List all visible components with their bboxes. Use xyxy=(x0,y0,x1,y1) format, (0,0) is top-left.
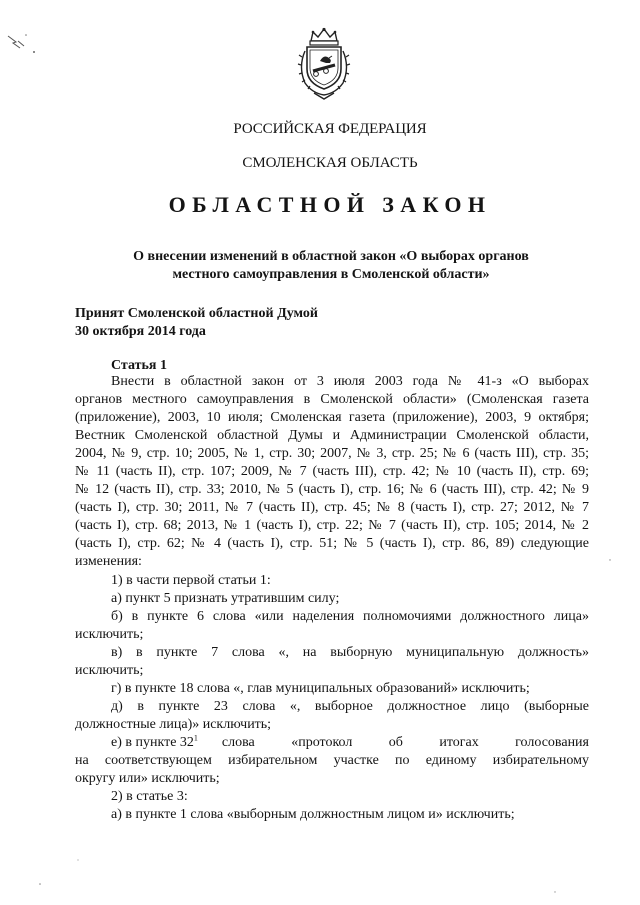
list-item: 1) в части первой статьи 1: xyxy=(111,572,271,588)
list-item xyxy=(75,734,589,752)
article-line: № 12 (часть II), стр. 33; 2010, № 5 (часть I), стр. 16; № 6 (часть III), стр. 42; № 9 xyxy=(75,482,589,498)
article-line: на соответствующем избирательном участке по единому избирательному xyxy=(75,752,589,768)
list-item-text: е) в пункте 32 xyxy=(111,734,194,750)
list-item: в) в пункте 7 слова «, на выборную муниципальную должность» xyxy=(111,644,589,660)
list-item: 2) в статье 3: xyxy=(111,789,188,805)
adoption-note xyxy=(75,305,318,341)
list-item: а) пункт 5 признать утратившим силу; xyxy=(111,590,340,606)
article-line: (часть I), стр. 30; 2011, № 7 (часть II), стр. 45; № 8 (часть I), стр. 27; 2012, № 7 xyxy=(75,500,589,516)
list-item-rest: слова «протокол об итогах голосования xyxy=(221,734,589,750)
document-type-title: ОБЛАСТНОЙ ЗАКОН xyxy=(168,192,492,217)
article-line: Вестник Смоленской областной Думы и Администрации Смоленской области, xyxy=(75,428,589,444)
article-line: (часть I), стр. 68; 2013, № 1 (часть I), стр. 22; № 7 (часть II), стр. 105; 2014, № 2 xyxy=(75,518,589,534)
federation-heading: РОССИЙСКАЯ ФЕДЕРАЦИЯ xyxy=(233,121,427,137)
adoption-body: Принят Смоленской областной Думой xyxy=(75,306,318,321)
list-item: г) в пункте 18 слова «, глав муниципальных образований» исключить; xyxy=(111,680,530,696)
article-line: исключить; xyxy=(75,626,144,642)
list-item-start xyxy=(111,734,198,752)
law-subject-line: О внесении изменений в областной закон «О выборах органов xyxy=(133,249,529,264)
list-item: а) в пункте 1 слова «выборным должностным лицом и» исключить; xyxy=(111,807,515,823)
adoption-date: 30 октября 2014 года xyxy=(75,324,206,339)
article-line: 2004, № 9, стр. 10; 2005, № 1, стр. 30; 2007, № 3, стр. 25; № 6 (часть III), стр. 35; xyxy=(75,446,589,462)
list-item: д) в пункте 23 слова «, выборное должностное лицо (выборные xyxy=(111,698,589,714)
article-line: Внести в областной закон от 3 июля 2003 года № 41-з «О выборах xyxy=(111,374,589,389)
scribble-mark-icon xyxy=(4,28,44,58)
article-line: должностные лица)» исключить; xyxy=(75,716,272,732)
article-line: (часть I), стр. 62; № 4 (часть I), стр. 51; № 5 (часть I), стр. 86, 89) следующие xyxy=(75,536,589,552)
article-line: исключить; xyxy=(75,662,144,678)
coat-of-arms-icon xyxy=(296,27,352,101)
article-line: (приложение), 2003, 10 июля; Смоленская газета (приложение), 2003, 9 октября; xyxy=(75,410,589,426)
list-item: б) в пункте 6 слова «или наделения полномочиями должностного лица» xyxy=(111,608,589,624)
law-subject xyxy=(96,248,566,284)
article-line: изменения: xyxy=(75,554,142,570)
article-line: органов местного самоуправления в Смоленской области» (Смоленская газета xyxy=(75,392,589,408)
region-heading: СМОЛЕНСКАЯ ОБЛАСТЬ xyxy=(242,155,418,171)
article-body xyxy=(75,373,589,824)
article-line: округу или» исключить; xyxy=(75,771,220,787)
law-subject-line: местного самоуправления в Смоленской области» xyxy=(172,267,490,282)
superscript-index: 1 xyxy=(193,733,198,743)
article-line: № 11 (часть II), стр. 107; 2009, № 7 (часть III), стр. 42; № 10 (часть II), стр. 69; xyxy=(75,464,589,480)
article-heading: Статья 1 xyxy=(111,358,167,373)
